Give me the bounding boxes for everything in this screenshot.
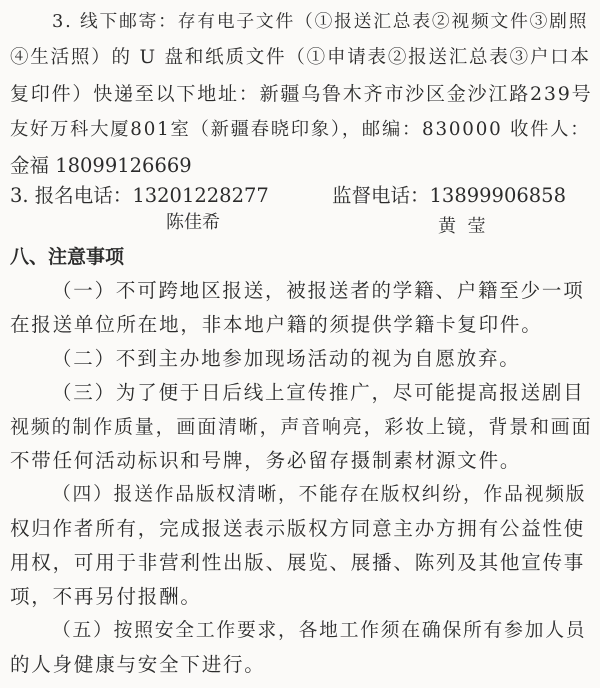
note-3-line-1: （三）为了便于日后线上宣传推广，尽可能提高报送剧目 (52, 381, 585, 404)
mail-line-4: 友好万科大厦801室（新疆春晓印象），邮编：830000 收件人： (10, 119, 591, 140)
supervise-phone-row (332, 182, 566, 210)
mail-line-1: 3. 线下邮寄：存有电子文件（①报送汇总表②视频文件③剧照 (52, 12, 589, 32)
supervise-phone-number: 13899906858 (429, 184, 566, 207)
signup-phone-number: 13201228277 (132, 184, 269, 207)
signup-phone-row (10, 182, 269, 210)
note-4-line-2: 权归作者所有，完成报送表示版权方同意主办方拥有公益性使 (10, 517, 586, 540)
note-2-line-1: （二）不到主办地参加现场活动的视为自愿放弃。 (52, 347, 521, 370)
note-1-line-1: （一）不可跨地区报送，被报送者的学籍、户籍至少一项 (52, 279, 585, 302)
note-4-line-1: （四）报送作品版权清晰，不能存在版权纠纷，作品视频版 (52, 484, 587, 505)
note-5-line-2: 的人身健康与安全下进行。 (10, 653, 266, 676)
mail-line-5: 金福 18099126669 (10, 154, 192, 177)
note-4-line-4: 项，不再另付报酬。 (10, 585, 202, 608)
note-3-line-2: 视频的制作质量，画面清晰，声音响亮，彩妆上镜，背景和画面 (10, 416, 593, 438)
note-5-line-1: （五）按照安全工作要求，各地工作须在确保所有参加人员 (52, 620, 587, 641)
note-3-line-3: 不带任何活动标识和号牌，务必留存摄制素材源文件。 (10, 449, 522, 472)
signup-contact-name: 陈佳希 (166, 212, 220, 233)
notes-title: 八、注意事项 (10, 246, 125, 268)
mail-line-3: 复印件）快递至以下地址：新疆乌鲁木齐市沙区金沙江路239号 (10, 83, 593, 105)
note-4-line-3: 用权，可用于非营利性出版、展览、展播、陈列及其他宣传事 (10, 551, 586, 574)
mail-line-2: ④生活照）的 U 盘和纸质文件（①申请表②报送汇总表③户口本 (10, 47, 591, 68)
signup-phone-label: 3. 报名电话： (10, 184, 133, 207)
note-1-line-2: 在报送单位所在地，非本地户籍的须提供学籍卡复印件。 (10, 313, 543, 336)
supervise-phone-label: 监督电话： (332, 184, 430, 207)
supervise-contact-name: 黄 莹 (438, 216, 486, 237)
